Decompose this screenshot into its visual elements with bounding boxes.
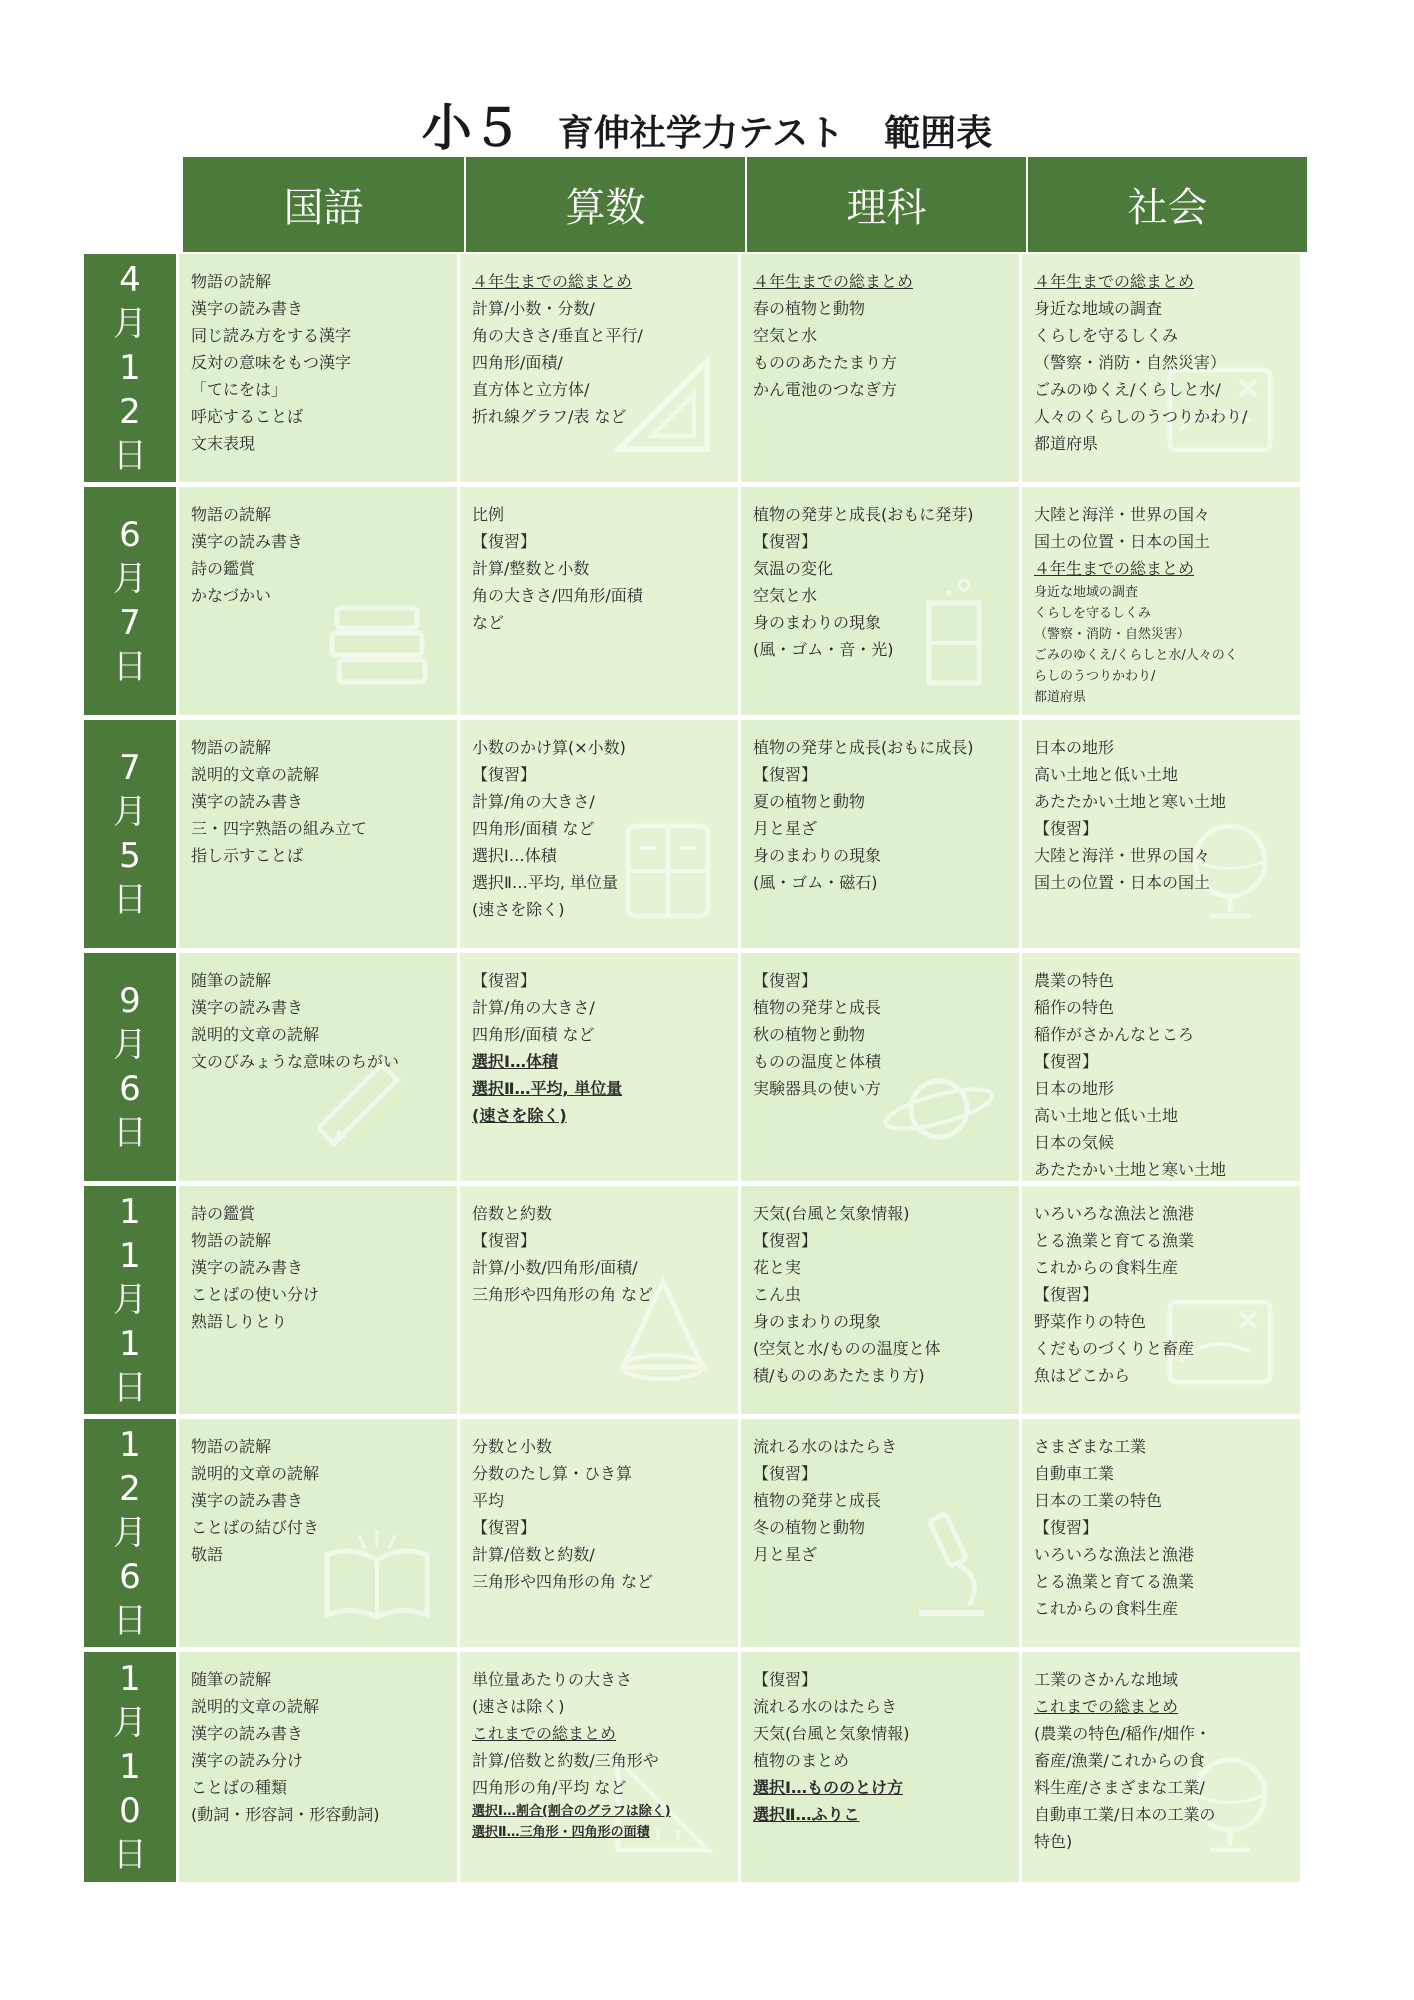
range-item: 【復習】	[472, 1231, 537, 1250]
range-item: 反対の意味をもつ漢字	[191, 353, 352, 372]
range-item: 気温の変化	[753, 559, 834, 578]
range-item: 日本の地形	[1034, 1079, 1115, 1098]
range-item: さまざまな工業	[1034, 1437, 1147, 1456]
range-item: ごみのゆくえ/くらしと水/	[1034, 380, 1221, 399]
range-item: くらしを守るしくみ	[1034, 326, 1179, 345]
range-item: 春の植物と動物	[753, 299, 866, 318]
range-cell-social-studies	[1019, 953, 1300, 1181]
test-date-label: 6月7日	[113, 515, 147, 687]
range-item: 単位量あたりの大きさ	[472, 1670, 633, 1689]
range-item: 漢字の読み書き	[191, 998, 304, 1017]
range-cell-math	[457, 487, 738, 715]
range-item: らしのうつりかわり/	[1034, 669, 1156, 684]
range-item: 自動車工業	[1034, 1464, 1115, 1483]
range-cell-science	[738, 254, 1019, 482]
subject-header-row	[183, 157, 1307, 252]
range-item: (農業の特色/稲作/畑作・	[1034, 1724, 1212, 1743]
range-item: 物語の読解	[191, 738, 272, 757]
range-cell-math	[457, 1186, 738, 1414]
range-item: 空気と水	[753, 586, 818, 605]
test-date-label: 11月1日	[113, 1192, 147, 1408]
range-item: 四角形/面積 など	[472, 1025, 595, 1044]
range-cell-science	[738, 1652, 1019, 1882]
range-item: 人々のくらしのうつりかわり/	[1034, 407, 1248, 426]
range-item: 分数と小数	[472, 1437, 553, 1456]
range-item: 【復習】	[472, 971, 537, 990]
range-cell-math	[457, 1652, 738, 1882]
range-item: 【復習】	[753, 1464, 818, 1483]
schedule-row	[84, 720, 1307, 948]
range-item: 稲作がさかんなところ	[1034, 1025, 1195, 1044]
range-item: 都道府県	[1034, 690, 1087, 705]
test-date	[84, 1186, 176, 1414]
range-item: 詩の鑑賞	[191, 559, 256, 578]
range-item: 特色)	[1034, 1832, 1073, 1851]
range-item: 魚はどこから	[1034, 1366, 1131, 1385]
range-item: 日本の気候	[1034, 1133, 1115, 1152]
range-item: 日本の工業の特色	[1034, 1491, 1163, 1510]
range-item: 大陸と海洋・世界の国々	[1034, 505, 1211, 524]
range-item: これからの食料生産	[1034, 1258, 1179, 1277]
range-item: 漢字の読み書き	[191, 299, 304, 318]
header-math: 算数	[464, 157, 745, 252]
range-item: 随筆の読解	[191, 971, 272, 990]
range-item: とる漁業と育てる漁業	[1034, 1572, 1195, 1591]
range-item: 敬語	[191, 1545, 224, 1564]
range-item: 【復習】	[1034, 1518, 1099, 1537]
range-item: (速さは除く)	[472, 1697, 565, 1716]
range-item: (速さを除く)	[472, 900, 565, 919]
range-item: 三・四字熟語の組み立て	[191, 819, 368, 838]
test-date	[84, 720, 176, 948]
range-item: 選択Ⅰ…もののとけ方	[753, 1778, 903, 1797]
range-item: 選択Ⅱ…三角形・四角形の面積	[472, 1825, 650, 1840]
range-item: 植物の発芽と成長(おもに成長)	[753, 738, 974, 757]
range-cell-japanese	[176, 254, 457, 482]
title-grade: 小５	[421, 99, 522, 157]
range-item: くらしを守るしくみ	[1034, 606, 1152, 621]
range-cell-japanese	[176, 1186, 457, 1414]
range-item: 漢字の読み書き	[191, 792, 304, 811]
range-item: 計算/角の大きさ/	[472, 792, 595, 811]
range-item: 【復習】	[753, 1670, 818, 1689]
range-item: 畜産/漁業/これからの食	[1034, 1751, 1205, 1770]
range-item: 日本の地形	[1034, 738, 1115, 757]
range-cell-math	[457, 953, 738, 1181]
range-item: 【復習】	[472, 1518, 537, 1537]
range-item: 説明的文章の読解	[191, 765, 320, 784]
range-item: 選択Ⅱ…平均, 単位量	[472, 1079, 623, 1098]
header-social-studies: 社会	[1026, 157, 1307, 252]
range-item: 選択Ⅰ…割合(割合のグラフは除く)	[472, 1804, 671, 1819]
range-item: 【復習】	[1034, 1052, 1099, 1071]
range-cell-social-studies	[1019, 1419, 1300, 1647]
range-item: 身近な地域の調査	[1034, 299, 1163, 318]
range-item: 計算/角の大きさ/	[472, 998, 595, 1017]
range-item: 計算/小数/四角形/面積/	[472, 1258, 638, 1277]
range-item: 指し示すことば	[191, 846, 304, 865]
range-item: 大陸と海洋・世界の国々	[1034, 846, 1211, 865]
range-item: 計算/小数・分数/	[472, 299, 595, 318]
test-date	[84, 1652, 176, 1882]
title-sub: 範囲表	[884, 113, 993, 154]
range-item: 植物のまとめ	[753, 1751, 850, 1770]
range-cell-math	[457, 720, 738, 948]
schedule-row	[84, 1652, 1307, 1882]
range-item: 詩の鑑賞	[191, 1204, 256, 1223]
range-item: ことばの種類	[191, 1778, 288, 1797]
range-item: など	[472, 613, 505, 632]
schedule-row	[84, 1419, 1307, 1647]
range-cell-japanese	[176, 487, 457, 715]
range-item: 空気と水	[753, 326, 818, 345]
range-cell-science	[738, 1186, 1019, 1414]
range-item: 漢字の読み書き	[191, 532, 304, 551]
test-date-label: 1月10日	[113, 1659, 147, 1875]
range-item: 平均	[472, 1491, 505, 1510]
range-item: 自動車工業/日本の工業の	[1034, 1805, 1216, 1824]
range-item: 四角形/面積/	[472, 353, 563, 372]
range-item: 積/もののあたたまり方)	[753, 1366, 925, 1385]
range-item: 都道府県	[1034, 434, 1099, 453]
range-item: 折れ線グラフ/表 など	[472, 407, 627, 426]
range-item: 【復習】	[472, 532, 537, 551]
range-item: いろいろな漁法と漁港	[1034, 1204, 1195, 1223]
range-item: 流れる水のはたらき	[753, 1437, 898, 1456]
schedule-row	[84, 254, 1307, 482]
range-item: 身のまわりの現象	[753, 846, 882, 865]
range-cell-social-studies	[1019, 1186, 1300, 1414]
range-item: 四角形の角/平均 など	[472, 1778, 627, 1797]
test-date-label: 9月6日	[113, 981, 147, 1153]
range-item: (空気と水/ものの温度と体	[753, 1339, 941, 1358]
range-item: いろいろな漁法と漁港	[1034, 1545, 1195, 1564]
range-item: 植物の発芽と成長	[753, 1491, 882, 1510]
test-date	[84, 953, 176, 1181]
range-item: 漢字の読み分け	[191, 1751, 304, 1770]
range-cell-science	[738, 953, 1019, 1181]
range-item: (風・ゴム・音・光)	[753, 640, 894, 659]
range-item: 料生産/さまざまな工業/	[1034, 1778, 1205, 1797]
range-item: 「てにをは」	[191, 380, 288, 399]
range-cell-social-studies	[1019, 487, 1300, 715]
title-main: 育伸社学力テスト	[557, 113, 845, 154]
range-item: (風・ゴム・磁石)	[753, 873, 878, 892]
schedule-row	[84, 1186, 1307, 1414]
range-item: こん虫	[753, 1285, 802, 1304]
range-item: 夏の植物と動物	[753, 792, 866, 811]
range-item: 野菜作りの特色	[1034, 1312, 1147, 1331]
range-item: 漢字の読み書き	[191, 1258, 304, 1277]
range-item: 植物の発芽と成長(おもに発芽)	[753, 505, 974, 524]
range-cell-science	[738, 487, 1019, 715]
range-item: 文のびみょうな意味のちがい	[191, 1052, 400, 1071]
range-item: 天気(台風と気象情報)	[753, 1204, 910, 1223]
range-item: 物語の読解	[191, 505, 272, 524]
range-cell-math	[457, 1419, 738, 1647]
range-item: 農業の特色	[1034, 971, 1115, 990]
range-item: くだものづくりと畜産	[1034, 1339, 1195, 1358]
range-item: 角の大きさ/垂直と平行/	[472, 326, 643, 345]
range-item: あたたかい土地と寒い土地	[1034, 1160, 1227, 1179]
range-item: 【復習】	[753, 532, 818, 551]
range-item: これからの食料生産	[1034, 1599, 1179, 1618]
range-item: 【復習】	[1034, 819, 1099, 838]
range-item: 説明的文章の読解	[191, 1025, 320, 1044]
range-item: 同じ読み方をする漢字	[191, 326, 352, 345]
range-item: かなづかい	[191, 586, 272, 605]
range-item: 角の大きさ/四角形/面積	[472, 586, 643, 605]
test-date	[84, 1419, 176, 1647]
range-item: 月と星ざ	[753, 1545, 818, 1564]
range-cell-japanese	[176, 953, 457, 1181]
range-cell-social-studies	[1019, 254, 1300, 482]
range-table	[84, 254, 1307, 1887]
test-date-label: 7月5日	[113, 748, 147, 920]
range-cell-science	[738, 720, 1019, 948]
range-item: 計算/倍数と約数/	[472, 1545, 595, 1564]
range-cell-japanese	[176, 1652, 457, 1882]
range-item: ４年生までの総まとめ	[472, 272, 633, 291]
range-item: 国土の位置・日本の国土	[1034, 532, 1211, 551]
page-title	[0, 88, 1414, 160]
range-cell-social-studies	[1019, 720, 1300, 948]
range-item: 計算/整数と小数	[472, 559, 590, 578]
range-item: 実験器具の使い方	[753, 1079, 882, 1098]
books-icon	[327, 593, 437, 701]
range-cell-math	[457, 254, 738, 482]
range-item: 三角形や四角形の角 など	[472, 1572, 654, 1591]
range-item: 国土の位置・日本の国土	[1034, 873, 1211, 892]
range-item: 秋の植物と動物	[753, 1025, 866, 1044]
range-item: 【復習】	[753, 971, 818, 990]
range-item: あたたかい土地と寒い土地	[1034, 792, 1227, 811]
range-item: （警察・消防・自然災害）	[1034, 627, 1191, 642]
schedule-row	[84, 487, 1307, 715]
range-item: 植物の発芽と成長	[753, 998, 882, 1017]
range-item: 四角形/面積 など	[472, 819, 595, 838]
range-item: ことばの結び付き	[191, 1518, 320, 1537]
range-item: 小数のかけ算(×小数)	[472, 738, 626, 757]
range-item: ４年生までの総まとめ	[753, 272, 914, 291]
range-item: 選択Ⅰ…体積	[472, 846, 557, 865]
range-item: 【復習】	[753, 765, 818, 784]
range-item: 高い土地と低い土地	[1034, 1106, 1179, 1125]
range-item: 熟語しりとり	[191, 1312, 288, 1331]
header-japanese: 国語	[183, 157, 464, 252]
test-date	[84, 254, 176, 482]
range-item: 天気(台風と気象情報)	[753, 1724, 910, 1743]
range-item: 身のまわりの現象	[753, 613, 882, 632]
range-item: ごみのゆくえ/くらしと水/人々のく	[1034, 648, 1238, 663]
range-item: 【復習】	[472, 765, 537, 784]
range-item: 計算/倍数と約数/三角形や	[472, 1751, 659, 1770]
range-item: ことばの使い分け	[191, 1285, 320, 1304]
range-item: 漢字の読み書き	[191, 1724, 304, 1743]
range-item: 流れる水のはたらき	[753, 1697, 898, 1716]
range-item: （警察・消防・自然災害）	[1034, 353, 1227, 372]
range-item: 物語の読解	[191, 1231, 272, 1250]
range-cell-science	[738, 1419, 1019, 1647]
range-item: 説明的文章の読解	[191, 1697, 320, 1716]
range-cell-japanese	[176, 1419, 457, 1647]
range-item: とる漁業と育てる漁業	[1034, 1231, 1195, 1250]
range-item: (動詞・形容詞・形容動詞)	[191, 1805, 380, 1824]
range-item: 随筆の読解	[191, 1670, 272, 1689]
range-item: 物語の読解	[191, 272, 272, 291]
range-item: ４年生までの総まとめ	[1034, 272, 1195, 291]
range-item: 漢字の読み書き	[191, 1491, 304, 1510]
range-item: 選択Ⅱ…ふりこ	[753, 1805, 860, 1824]
range-item: ４年生までの総まとめ	[1034, 559, 1195, 578]
range-item: 身のまわりの現象	[753, 1312, 882, 1331]
range-item: 選択Ⅱ…平均, 単位量	[472, 873, 619, 892]
range-item: ものの温度と体積	[753, 1052, 882, 1071]
schedule-row	[84, 953, 1307, 1181]
range-item: 【復習】	[753, 1231, 818, 1250]
range-item: 三角形や四角形の角 など	[472, 1285, 654, 1304]
range-item: 文末表現	[191, 434, 256, 453]
test-date	[84, 487, 176, 715]
range-item: 工業のさかんな地域	[1034, 1670, 1179, 1689]
range-item: かん電池のつなぎ方	[753, 380, 898, 399]
range-item: 冬の植物と動物	[753, 1518, 866, 1537]
test-date-label: 12月6日	[113, 1425, 147, 1641]
range-item: 呼応することば	[191, 407, 304, 426]
range-item: 分数のたし算・ひき算	[472, 1464, 633, 1483]
header-science: 理科	[745, 157, 1026, 252]
range-item: 身近な地域の調査	[1034, 585, 1139, 600]
range-item: 倍数と約数	[472, 1204, 553, 1223]
range-item: (速さを除く)	[472, 1106, 567, 1125]
range-cell-japanese	[176, 720, 457, 948]
range-cell-social-studies	[1019, 1652, 1300, 1882]
range-item: 月と星ざ	[753, 819, 818, 838]
range-item: 物語の読解	[191, 1437, 272, 1456]
range-item: 稲作の特色	[1034, 998, 1115, 1017]
range-item: これまでの総まとめ	[472, 1724, 617, 1743]
range-item: 直方体と立方体/	[472, 380, 590, 399]
range-item: 比例	[472, 505, 505, 524]
range-item: 高い土地と低い土地	[1034, 765, 1179, 784]
range-item: もののあたたまり方	[753, 353, 898, 372]
range-item: これまでの総まとめ	[1034, 1697, 1179, 1716]
range-item: 【復習】	[1034, 1285, 1099, 1304]
range-item: 説明的文章の読解	[191, 1464, 320, 1483]
range-item: 選択Ⅰ…体積	[472, 1052, 558, 1071]
test-date-label: 4月12日	[113, 260, 147, 476]
range-item: 花と実	[753, 1258, 802, 1277]
